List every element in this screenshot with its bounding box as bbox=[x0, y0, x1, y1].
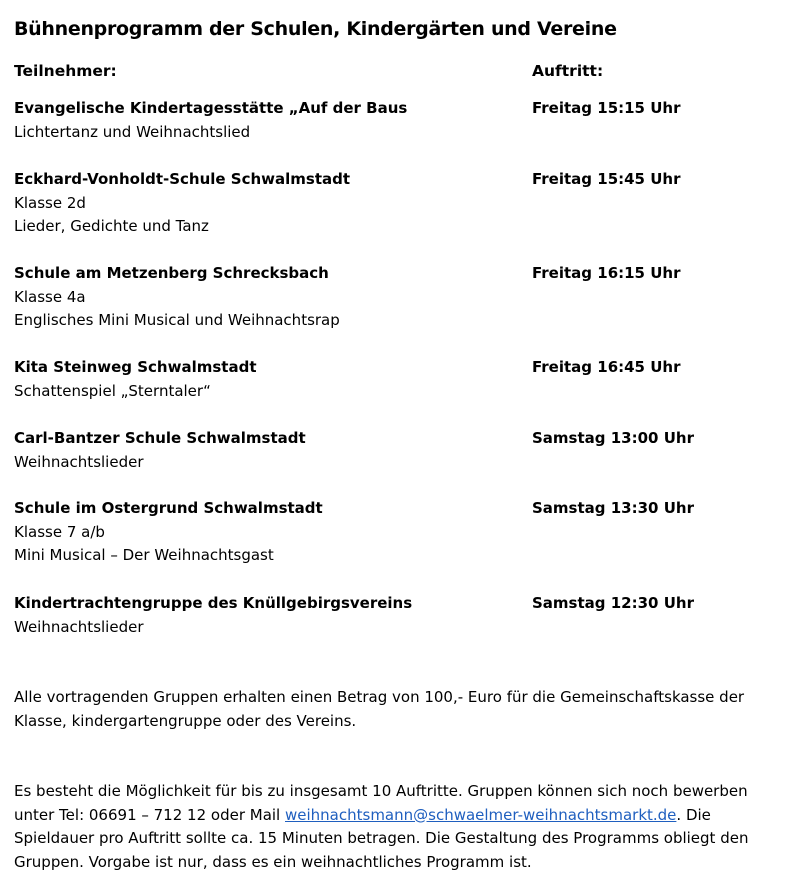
info-line bbox=[14, 804, 786, 828]
info-line: Es besteht die Möglichkeit für bis zu insgesamt 10 Auftritte. Gruppen können sich noch bewerben bbox=[14, 782, 748, 800]
participant-name: Schule am Metzenberg Schrecksbach bbox=[14, 264, 329, 282]
entry-detail: Weihnachtslieder bbox=[14, 617, 144, 636]
info-line: Gruppen. Vorgabe ist nur, dass es ein weihnachtliches Programm ist. bbox=[14, 852, 532, 871]
program-entry bbox=[14, 592, 786, 639]
participant-name: Kindertrachtengruppe des Knüllgebirgsvereins bbox=[14, 594, 413, 612]
program-entry bbox=[14, 97, 786, 144]
contact-text: unter Tel: 06691 – 712 12 oder Mail bbox=[14, 805, 285, 824]
performance-time: Samstag 13:30 Uhr bbox=[532, 499, 694, 517]
performance-time: Samstag 12:30 Uhr bbox=[532, 594, 694, 612]
entry-detail: Weihnachtslieder bbox=[14, 452, 144, 471]
program-entry bbox=[14, 262, 786, 333]
payment-note bbox=[14, 686, 786, 733]
entry-detail: Mini Musical – Der Weihnachtsgast bbox=[14, 546, 274, 564]
performance-header: Auftritt: bbox=[532, 62, 604, 80]
performance-time: Freitag 16:15 Uhr bbox=[532, 264, 681, 282]
performance-time: Freitag 15:45 Uhr bbox=[532, 170, 681, 188]
entry-detail: Klasse 4a bbox=[14, 287, 86, 306]
program-entry bbox=[14, 356, 786, 403]
participant-name: Eckhard-Vonholdt-Schule Schwalmstadt bbox=[14, 170, 351, 188]
email-link[interactable]: weihnachtsmann@schwaelmer-weihnachtsmarkt.de bbox=[285, 805, 677, 824]
participant-name: Schule im Ostergrund Schwalmstadt bbox=[14, 499, 323, 517]
payment-note-line: Klasse, kindergartengruppe oder des Vereins. bbox=[14, 711, 357, 730]
participant-name: Carl-Bantzer Schule Schwalmstadt bbox=[14, 429, 306, 447]
entry-detail: Englisches Mini Musical und Weihnachtsrap bbox=[14, 311, 340, 329]
payment-note-line: Alle vortragenden Gruppen erhalten einen Betrag von 100,- Euro für die Gemeinschaftskasse der bbox=[14, 688, 745, 706]
info-paragraph bbox=[14, 780, 786, 874]
program-entry bbox=[14, 497, 786, 568]
page-title: Bühnenprogramm der Schulen, Kindergärten und Vereine bbox=[14, 18, 617, 40]
participant-name: Kita Steinweg Schwalmstadt bbox=[14, 358, 257, 376]
participant-name: Evangelische Kindertagesstätte „Auf der Baus bbox=[14, 99, 408, 117]
program-entry bbox=[14, 427, 786, 474]
program-entry bbox=[14, 168, 786, 239]
entry-detail: Klasse 7 a/b bbox=[14, 522, 105, 541]
performance-time: Freitag 15:15 Uhr bbox=[532, 99, 681, 117]
entry-detail: Klasse 2d bbox=[14, 193, 86, 212]
entry-detail: Lichtertanz und Weihnachtslied bbox=[14, 122, 251, 141]
participants-header: Teilnehmer: bbox=[14, 62, 117, 80]
performance-time: Freitag 16:45 Uhr bbox=[532, 358, 681, 376]
performance-time: Samstag 13:00 Uhr bbox=[532, 429, 694, 447]
info-line: Spieldauer pro Auftritt sollte ca. 15 Minuten betragen. Die Gestaltung des Programms obliegt den bbox=[14, 829, 749, 847]
entry-detail: Schattenspiel „Sterntaler“ bbox=[14, 381, 211, 400]
entry-detail: Lieder, Gedichte und Tanz bbox=[14, 217, 209, 235]
contact-text-end: . Die bbox=[676, 805, 711, 824]
